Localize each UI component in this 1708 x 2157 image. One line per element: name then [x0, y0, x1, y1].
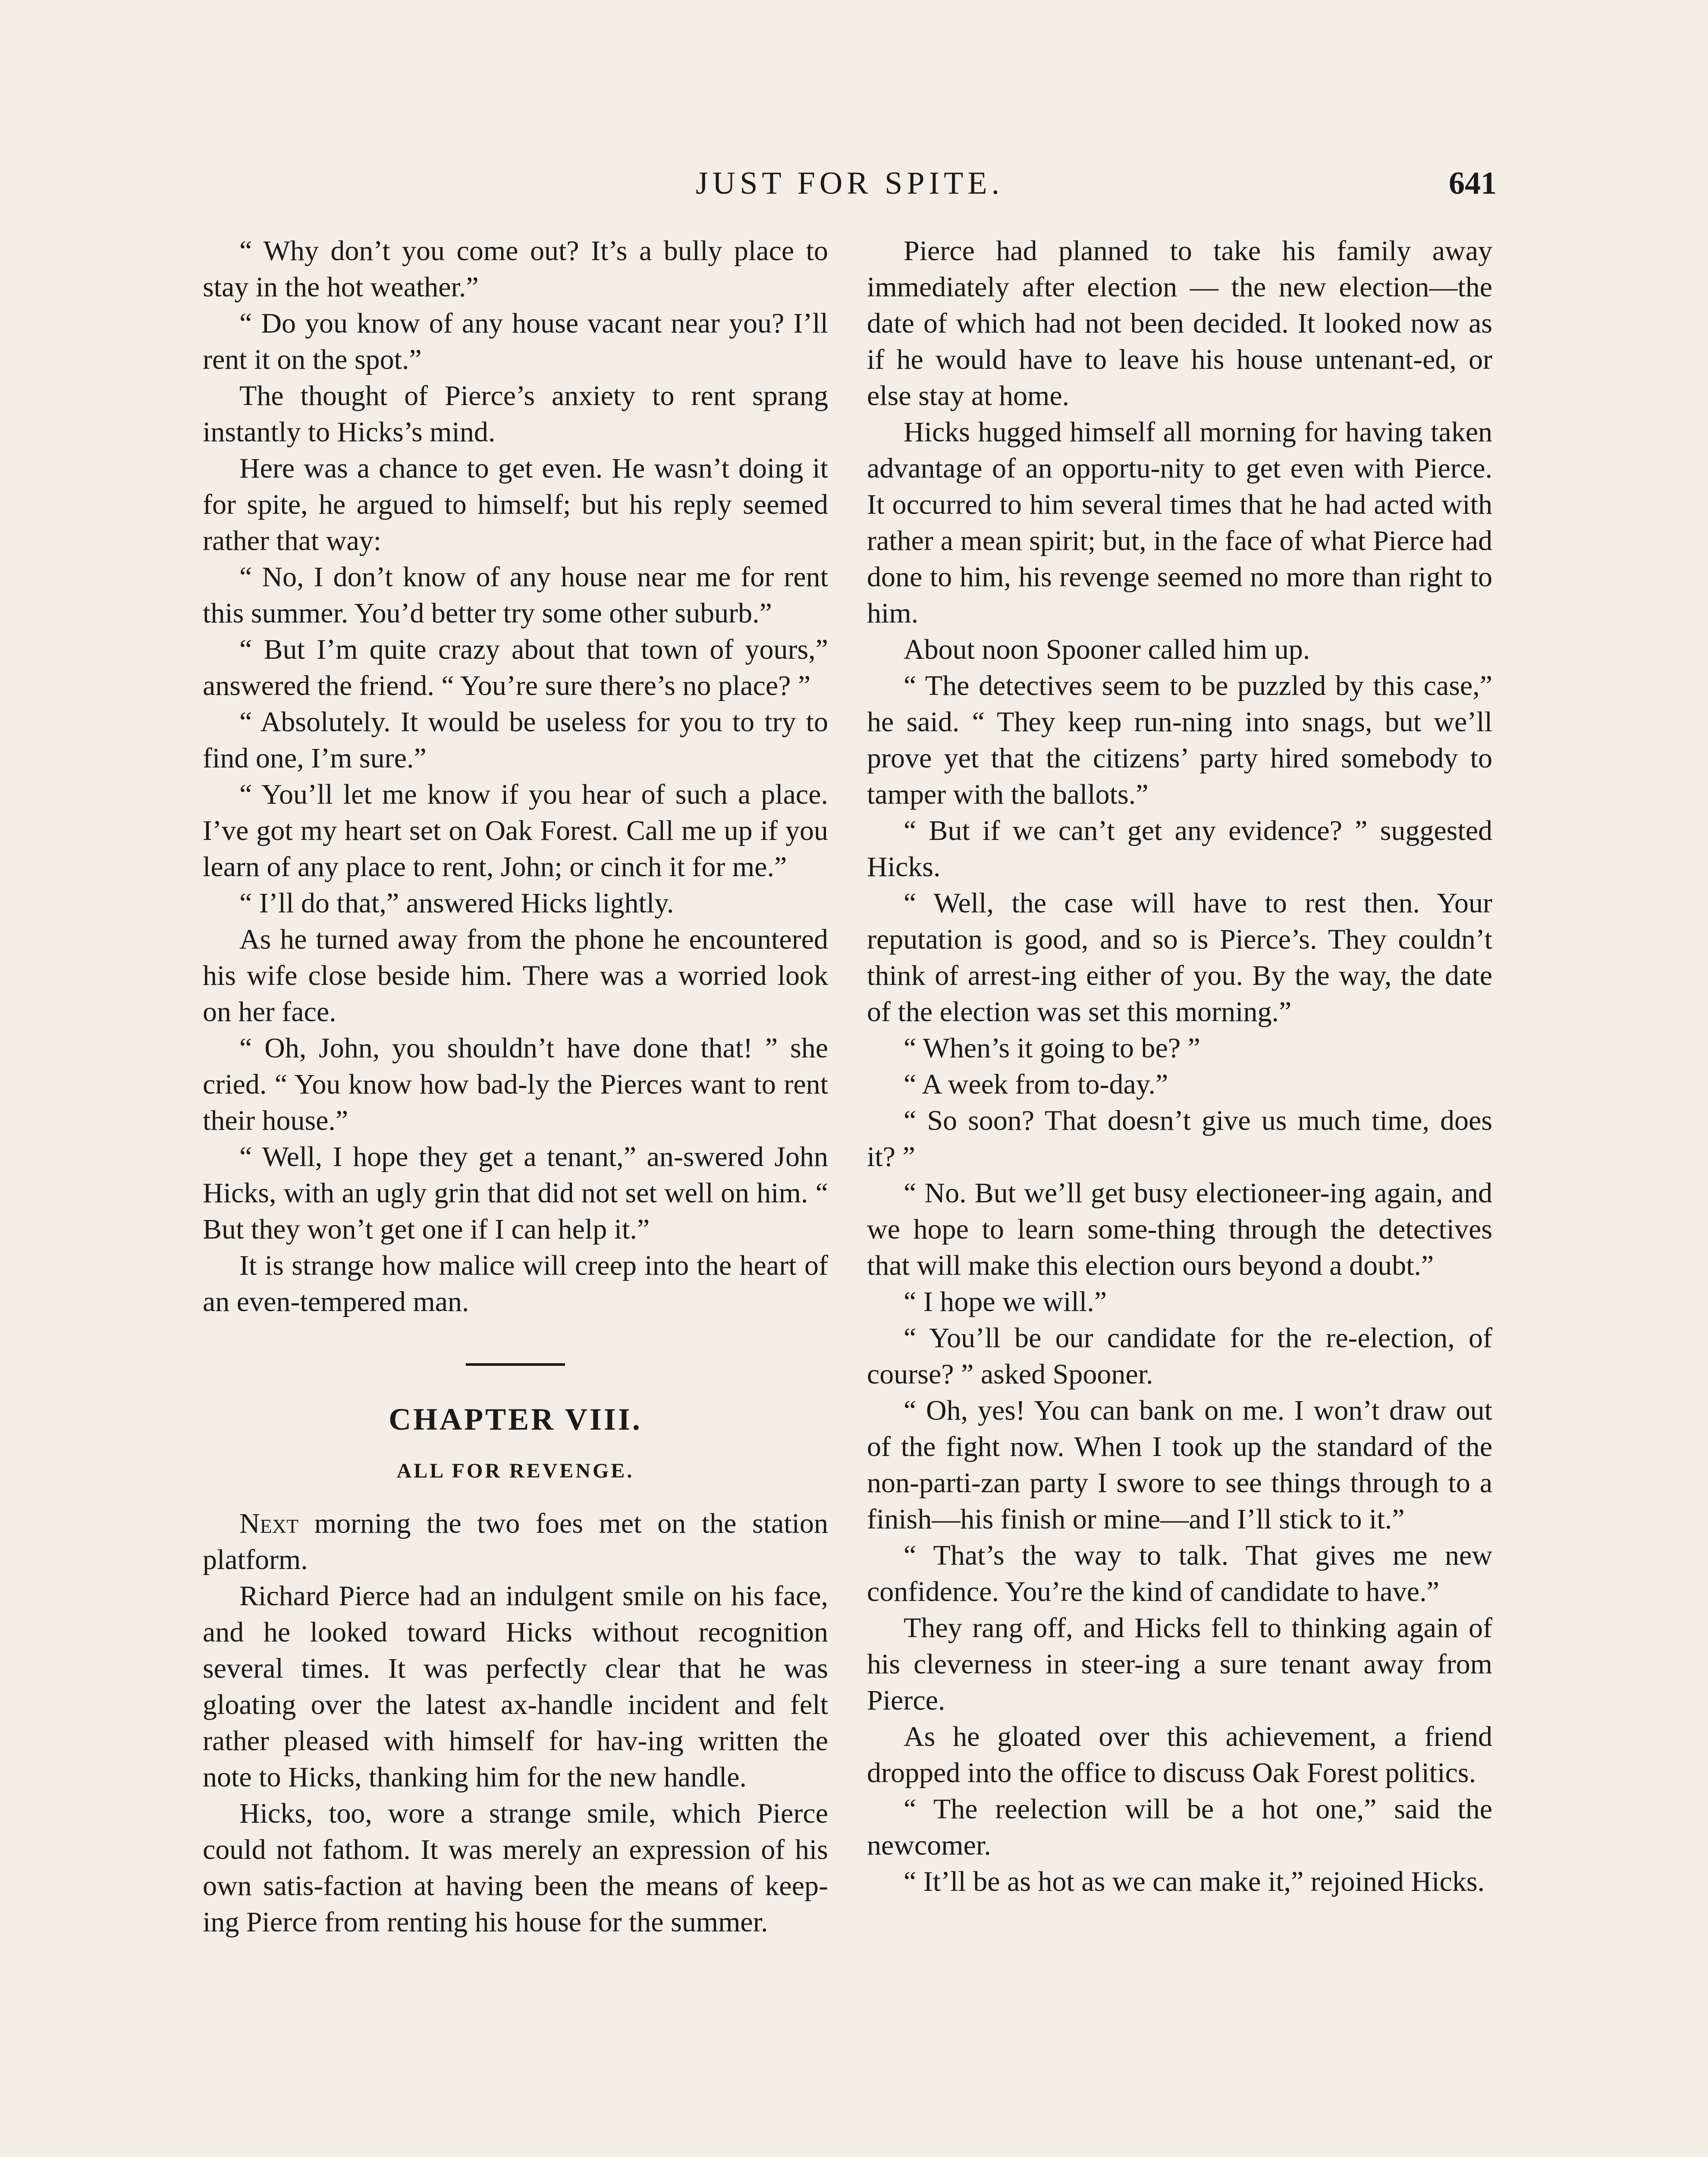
- running-title: JUST FOR SPITE.: [695, 166, 1004, 201]
- paragraph: Hicks hugged himself all morning for having taken advantage of an opportu-nity to get even with Pierce. It occurred to him several times that he had acted with rather a mean spirit; but, in the face of what Pierce had done to him, his revenge seemed no more than right to him.: [867, 416, 1492, 629]
- right-column: [867, 233, 1492, 1900]
- paragraph: “ I’ll do that,” answered Hicks lightly.: [239, 887, 674, 919]
- paragraph: “ But I’m quite crazy about that town of yours,” answered the friend. “ You’re sure there’s no place? ”: [203, 634, 828, 701]
- paragraph: “ A week from to-day.”: [904, 1069, 1168, 1100]
- paragraph: Here was a chance to get even. He wasn’t doing it for spite, he argued to himself; but his reply seemed rather that way:: [203, 453, 828, 557]
- paragraph: “ Well, I hope they get a tenant,” an-swered John Hicks, with an ugly grin that did not set well on him. “ But they won’t get one if I can help it.”: [203, 1141, 828, 1245]
- paragraph: As he gloated over this achievement, a friend dropped into the office to discuss Oak Forest politics.: [867, 1721, 1492, 1789]
- section-divider: [466, 1363, 565, 1366]
- paragraph: “ Why don’t you come out? It’s a bully place to stay in the hot weather.”: [203, 235, 828, 303]
- running-head: [203, 160, 1497, 207]
- paragraph: It is strange how malice will creep into the heart of an even-tempered man.: [203, 1250, 828, 1317]
- page-number: 641: [1449, 166, 1497, 201]
- paragraph: Pierce had planned to take his family away immediately after election — the new election—the date of which had not been decided. It looked now as if he would have to leave his house untenant-ed, or else stay at home.: [867, 235, 1492, 412]
- paragraph: “ I hope we will.”: [904, 1286, 1107, 1317]
- paragraph: “ When’s it going to be? ”: [904, 1032, 1200, 1064]
- paragraph: About noon Spooner called him up.: [904, 634, 1310, 665]
- left-column: [203, 233, 828, 1940]
- paragraph: “ That’s the way to talk. That gives me new confidence. You’re the kind of candidate to have.”: [867, 1540, 1492, 1607]
- chapter-title: CHAPTER VIII.: [389, 1402, 642, 1437]
- paragraph: “ Do you know of any house vacant near you? I’ll rent it on the spot.”: [203, 308, 828, 375]
- paragraph: “ The reelection will be a hot one,” said the newcomer.: [867, 1793, 1492, 1861]
- chapter-opening-paragraph: [203, 1506, 828, 1578]
- paragraph: The thought of Pierce’s anxiety to rent sprang instantly to Hicks’s mind.: [203, 380, 828, 448]
- paragraph: “ But if we can’t get any evidence? ” suggested Hicks.: [867, 815, 1492, 883]
- paragraph: “ Oh, yes! You can bank on me. I won’t draw out of the fight now. When I took up the standard of the non-parti-zan party I swore to see things through to a finish—his finish or mine—and I’ll stick to it.”: [867, 1395, 1492, 1535]
- paragraph: “ You’ll be our candidate for the re-election, of course? ” asked Spooner.: [867, 1322, 1492, 1390]
- paragraph: “ So soon? That doesn’t give us much time, does it? ”: [867, 1105, 1492, 1173]
- paragraph: “ The detectives seem to be puzzled by this case,” he said. “ They keep run-ning into snags, but we’ll prove yet that the citizens’ party hired somebody to tamper with the ballots.”: [867, 670, 1492, 810]
- paragraph: Richard Pierce had an indulgent smile on his face, and he looked toward Hicks without recognition several times. It was perfectly clear that he was gloating over the latest ax-handle incident and felt rather pleased with himself for hav-ing written the note to Hicks, thanking him for the new handle.: [203, 1580, 828, 1793]
- paragraph: “ Absolutely. It would be useless for you to try to find one, I’m sure.”: [203, 706, 828, 774]
- paragraph: “ Well, the case will have to rest then. Your reputation is good, and so is Pierce’s. They couldn’t think of arrest-ing either of you. By the way, the date of the election was set this morning.”: [867, 887, 1492, 1028]
- opening-text: morning the two foes met on the station platform.: [203, 1508, 828, 1575]
- drop-lead-word: Next: [239, 1508, 299, 1539]
- paragraph: “ It’ll be as hot as we can make it,” rejoined Hicks.: [904, 1866, 1485, 1897]
- paragraph: As he turned away from the phone he encountered his wife close beside him. There was a worried look on her face.: [203, 924, 828, 1028]
- paragraph: Hicks, too, wore a strange smile, which Pierce could not fathom. It was merely an expression of his own satis-faction at having been the means of keep-ing Pierce from renting his house for the summer.: [203, 1798, 828, 1938]
- paragraph: “ No. But we’ll get busy electioneer-ing again, and we hope to learn some-thing through the detectives that will make this election ours beyond a doubt.”: [867, 1177, 1492, 1281]
- chapter-subtitle: ALL FOR REVENGE.: [396, 1459, 634, 1482]
- paragraph: “ You’ll let me know if you hear of such a place. I’ve got my heart set on Oak Forest. Call me up if you learn of any place to rent, John; or cinch it for me.”: [203, 779, 828, 883]
- paragraph: “ No, I don’t know of any house near me for rent this summer. You’d better try some other suburb.”: [203, 561, 828, 629]
- paragraph: They rang off, and Hicks fell to thinking again of his cleverness in steer-ing a sure tenant away from Pierce.: [867, 1612, 1492, 1716]
- paragraph: “ Oh, John, you shouldn’t have done that! ” she cried. “ You know how bad-ly the Pierces want to rent their house.”: [203, 1032, 828, 1136]
